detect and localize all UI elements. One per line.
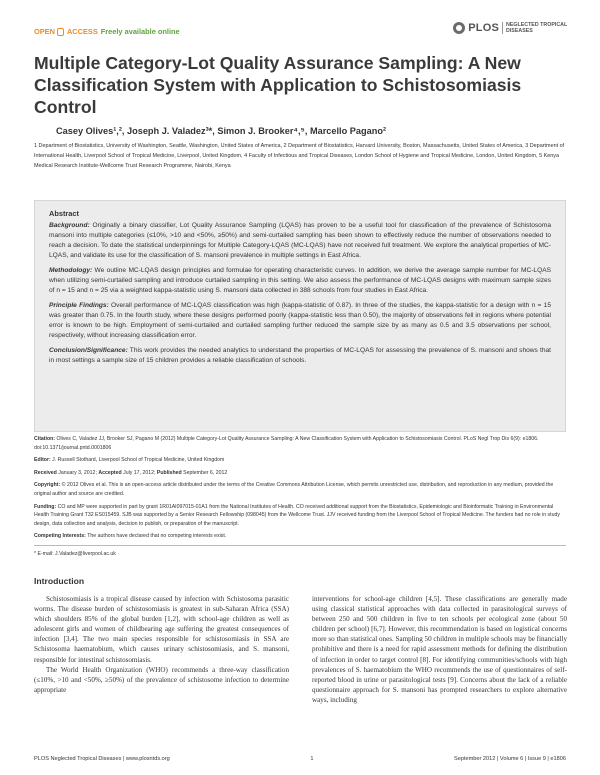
copyright-text: © 2012 Olives et al. This is an open-access article distributed under the terms of the Creative Commons Attribution License, which permits unrestricted use, distribution, and reproduction in any medium, provided the original author and source are credited. [34,482,554,497]
intro-paragraph-2: The World Health Organization (WHO) recommends a three-way classification (≤10%, >10 and <50%, ≥50%) of the prevalence of schistosome infection to determine appropriate [34,665,289,694]
access-label: ACCESS [66,27,98,36]
competing-label: Competing Interests: [34,533,86,540]
intro-paragraph-1: Schistosomiasis is a tropical disease caused by infection with Schistosoma parasitic worms. The disease burden of schistosomiasis is greatest in sub-Saharan Africa (SSA) which shoulders 85% of the global burden [1,2], with school-age children as well as adolescent girls and women of childbearing age suffering the greatest consequences of infection [3,4]. The two main species responsible for schistosomiasis in SSA are Schistosoma haematobium, which causes urinary schistosomiasis, and S. mansoni, responsible for intestinal schistosomiasis. [34,595,289,664]
open-access-banner[interactable] [34,27,180,36]
page-footer [34,756,566,762]
accepted-date: July 17, 2012; [121,469,157,476]
published-label: Published [156,469,182,476]
citation-line [34,435,566,452]
received-date: January 3, 2012; [56,469,99,476]
author-list: Casey Olives¹,², Joseph J. Valadez³*, Simon J. Brooker⁴,⁵, Marcello Pagano² [56,126,387,136]
abstract-box [34,200,566,432]
left-column [34,594,289,695]
methodology-text: We outline MC-LQAS design principles and formulae for operating characteristic curves. In addition, we derive the average sample number for MC-LQAS when utilizing semi-curtailed sampling and introduce curtailed sampling in this setting. We also assess the performance of MC-LQAS designs with maximum sample sizes of n = 15 and n = 25 via a weighted kappa-statistic using S. mansoni data collected in 388 schools from four studies in East Africa. [49,267,551,294]
editor-line [34,456,566,465]
editor-text: J. Russell Stothard, Liverpool School of Tropical Medicine, United Kingdom [50,457,225,464]
published-date: September 6, 2012 [181,469,228,476]
abstract-methodology [49,266,551,296]
open-access-lock-icon [57,28,64,36]
received-label: Received [34,469,57,476]
competing-text: The authors have declared that no competing interests exist. [85,533,227,540]
funding-line [34,503,566,529]
findings-text: Overall performance of MC-LQAS classification was high (kappa-statistic of 0.87). In three of the studies, the kappa-statistic for a design with n = 15 was greater than 0.75. In the fourth study, where these designs performed poorly (kappa-statistic less than 0.50), the majority of observations fell in regions where potential error is known to be high. Employment of semi-curtailed and curtailed sampling further reduced the sample size by as many as 0.5 and 3.5 observations per school, respectively, without increasing classification error. [49,302,551,339]
abstract-findings [49,301,551,341]
funding-label: Funding: [34,503,57,510]
introduction-heading: Introduction [34,576,85,586]
abstract-heading: Abstract [49,209,79,218]
background-label: Background: [49,222,90,229]
methodology-label: Methodology: [49,267,93,274]
email-line[interactable]: * E-mail: J.Valadez@liverpool.ac.uk [34,550,116,557]
footer-page-number: 1 [310,756,314,762]
article-title: Multiple Category-Lot Quality Assurance Sampling: A New Classification System with Application to Schistosomiasis Control [34,53,522,117]
article-metadata [34,435,566,563]
citation-text: Olives C, Valadez JJ, Brooker SJ, Pagano M (2012) Multiple Category-Lot Quality Assurance Sampling: A New Classification System with Application to Schistosomiasis Control. PLoS Negl Trop Dis 6(9): e1806. doi:10.1371/journal.pntd.0001806 [34,436,539,451]
right-column [312,594,567,705]
abstract-background [49,221,551,261]
findings-label: Principle Findings: [49,302,109,309]
footer-issue: September 2012 | Volume 6 | Issue 9 | e1806 [454,756,566,762]
accepted-label: Accepted [98,469,122,476]
journal-logo[interactable] [453,22,570,34]
intro-paragraph-continued: interventions for school-age children [4,5]. These classifications are generally made using classical statistical approaches with data collected in parasitological surveys of between 250 and 500 children in five to ten schools per ecological zone (about 50 children per school) [6,7]. However, this recommendation is based on logistical concerns more so than statistical ones. Sampling 50 children in multiple schools may be financially prohibitive and there is a need for rapid assessment methods for defining the distribution of infection in order to target control [8]. For identifying communities/schools with high prevalences of S. haematobium the WHO recommends the use of questionnaires of self-reported blood in urine or parasitological tests [9]. Concerns about the lack of a reliable questionnaire approach for S. mansoni has prompted researchers to explore alternative ways, including [312,595,567,704]
journal-brand: PLOS [468,22,499,34]
conclusion-text: This work provides the needed analytics to understand the properties of MC-LQAS for assessing the prevalence of S. mansoni and shows that in most settings a sample size of 15 children provides a reliable classification of schools. [49,347,551,364]
dates-line [34,469,566,478]
background-text: Originally a binary classifier, Lot Quality Assurance Sampling (LQAS) has proven to be a useful tool for classification of the prevalence of Schistosoma mansoni into multiple categories (≤10%, >10 and <50%, ≥50%) and semi-curtailed sampling has been shown to effectively reduce the number of observations needed to reach a decision. To date the statistical underpinnings for Multiple Category-LQAS (MC-LQAS) have not received full treatment. We explore the analytical properties of MC-LQAS, and validate its use for the classification of S. mansoni prevalence in multiple settings in East Africa. [49,222,551,259]
journal-name: NEGLECTED TROPICAL DISEASES [502,22,570,34]
citation-label: Citation: [34,436,56,442]
copyright-line [34,481,566,498]
copyright-label: Copyright: [34,482,61,489]
freely-available-label: Freely available online [100,27,180,36]
funding-text: CO and MP were supported in part by grant 1R01AI097015-01A1 from the National Institutes of Health. CO received additional support from the Biostatistics, Epidemiologic and Bioinformatic Training in Environmental Health Training Grant T32 ES015459. SJB was supported by a Senior Research Fellowship (098045) from the Wellcome Trust. JJV received funding from the Liverpool School of Tropical Medicine. The funders had no role in study design, data collection and analysis, decision to publish, or preparation of the manuscript. [34,503,560,527]
footer-journal[interactable]: PLOS Neglected Tropical Diseases | www.plosntds.org [34,756,170,762]
open-label: OPEN [34,27,55,36]
conclusion-label: Conclusion/Significance: [49,347,128,354]
affiliations: 1 Department of Biostatistics, University of Washington, Seattle, Washington, United States of America, 2 Department of Biostatistics, Harvard University, Boston, Massachusetts, United States of America, 3 Department of International Health, Liverpool School of Tropical Medicine, Liverpool, United Kingdom, 4 Faculty of Infectious and Tropical Diseases, London School of Hygiene and Tropical Medicine, London, United Kingdom, 5 Kenya Medical Research Institute-Wellcome Trust Research Programme, Nairobi, Kenya [34,143,565,169]
abstract-conclusion [49,346,551,366]
metadata-divider [34,545,566,546]
competing-line [34,532,566,541]
editor-label: Editor: [34,457,51,464]
plos-logo-icon [453,22,465,34]
